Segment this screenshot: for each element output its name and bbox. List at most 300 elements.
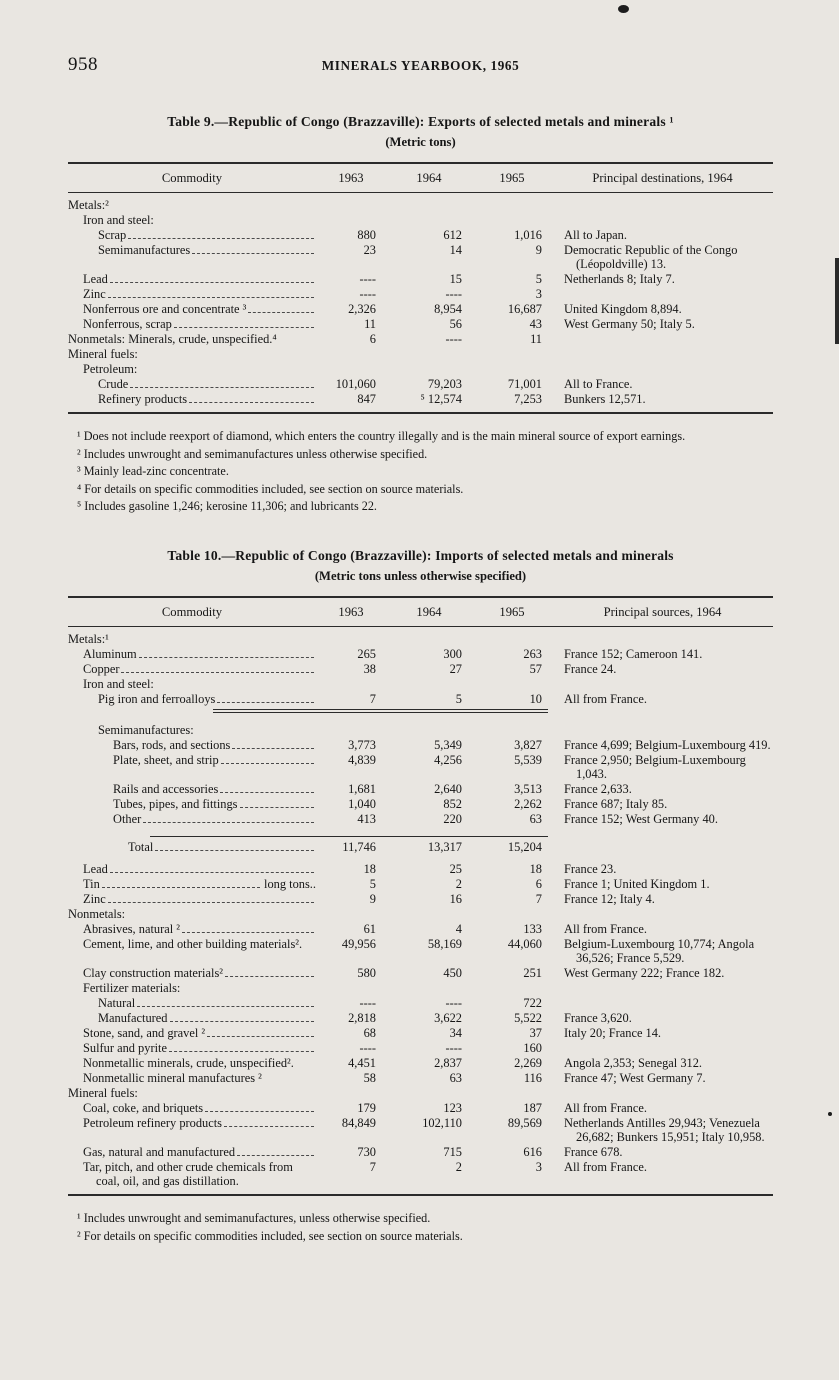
commodity-label: Nonmetallic mineral manufactures ² xyxy=(83,1071,262,1085)
value-1965: 5 xyxy=(535,272,542,286)
table9-unit-note: (Metric tons) xyxy=(385,135,456,149)
table-row xyxy=(68,981,773,996)
detail-cell: France 152; Cameroon 141. xyxy=(564,647,703,661)
leader-line xyxy=(108,862,316,876)
value-1963: 847 xyxy=(357,392,376,406)
value-1964: 15 xyxy=(449,272,462,286)
detail-cell: France 2,633. xyxy=(564,782,632,796)
table9-section xyxy=(68,114,773,514)
value-1963: 9 xyxy=(369,892,376,906)
leader-line xyxy=(215,692,316,706)
commodity-label: Aluminum xyxy=(83,647,137,661)
value-1964: 4 xyxy=(455,922,462,936)
table-row xyxy=(68,1011,773,1026)
footnote-marker: ⁴ xyxy=(77,481,85,496)
detail-cell: France 1; United Kingdom 1. xyxy=(564,877,710,891)
commodity-label: Gas, natural and manufactured xyxy=(83,1145,236,1159)
value-1963: 4,839 xyxy=(348,753,376,767)
detail-cell: France 687; Italy 85. xyxy=(564,797,668,811)
detail-cell: All to Japan. xyxy=(564,228,627,242)
scan-artifact xyxy=(828,1112,832,1116)
value-1965: 251 xyxy=(523,966,542,980)
leader-line xyxy=(135,996,316,1010)
leader-line xyxy=(222,1116,316,1130)
value-1963: 61 xyxy=(363,922,376,936)
table10 xyxy=(68,596,773,1196)
value-1963: 1,681 xyxy=(348,782,376,796)
column-header-commodity: Commodity xyxy=(68,163,316,193)
scan-artifact xyxy=(835,258,839,344)
leader-line xyxy=(246,302,316,316)
value-1965: 616 xyxy=(523,1145,542,1159)
commodity-label: Metals:¹ xyxy=(68,632,109,646)
leader-line xyxy=(100,877,262,891)
value-1965: 722 xyxy=(523,996,542,1010)
leader-line xyxy=(172,317,316,331)
detail-cell: France 152; West Germany 40. xyxy=(564,812,718,826)
value-1963: 68 xyxy=(363,1026,376,1040)
table-row xyxy=(68,782,773,797)
commodity-label: Mineral fuels: xyxy=(68,347,138,361)
table-row xyxy=(68,892,773,907)
table-row xyxy=(68,1041,773,1056)
commodity-label: Iron and steel: xyxy=(83,213,154,227)
value-1964: 25 xyxy=(449,862,462,876)
commodity-label: Semimanufactures: xyxy=(98,723,194,737)
value-1963: 7 xyxy=(369,692,376,706)
commodity-label: Nonmetals: xyxy=(68,907,126,921)
column-header-1964: 1964 xyxy=(386,597,472,627)
value-1965 xyxy=(472,907,552,922)
leader-line xyxy=(137,647,316,661)
value-1964: 16 xyxy=(449,892,462,906)
value-1963: 49,956 xyxy=(341,937,376,951)
detail-cell: Italy 20; France 14. xyxy=(564,1026,662,1040)
table-row xyxy=(68,677,773,692)
table-spacer-row xyxy=(68,855,773,862)
value-1965 xyxy=(472,677,552,692)
value-1964: 300 xyxy=(443,647,462,661)
value-1964 xyxy=(386,907,472,922)
table10-footnotes xyxy=(68,1211,773,1244)
table-row xyxy=(68,1101,773,1116)
value-1965 xyxy=(472,347,552,362)
footnote: ⁵ Includes gasoline 1,246; kerosine 11,306; and lubricants 22. xyxy=(77,499,377,513)
commodity-label: Natural xyxy=(98,996,136,1010)
detail-cell: France 23. xyxy=(564,862,617,876)
table-row xyxy=(68,302,773,317)
value-1964: 612 xyxy=(443,228,462,242)
value-1965: 5,522 xyxy=(514,1011,542,1025)
single-rule xyxy=(150,836,548,837)
table-row xyxy=(68,937,773,966)
footnote-marker: ¹ xyxy=(77,429,84,443)
double-rule-row xyxy=(68,707,773,716)
value-1964: 3,622 xyxy=(434,1011,462,1025)
value-1963 xyxy=(316,907,386,922)
leader-line xyxy=(153,840,316,854)
table-row xyxy=(68,317,773,332)
value-1965: 3 xyxy=(535,1160,542,1174)
detail-cell xyxy=(552,840,773,855)
table-row xyxy=(68,1056,773,1071)
leader-line xyxy=(106,287,316,301)
detail-cell: France 3,620. xyxy=(564,1011,632,1025)
table-row xyxy=(68,347,773,362)
value-1963 xyxy=(316,1086,386,1101)
value-1964: 123 xyxy=(443,1101,462,1115)
value-1965: 63 xyxy=(529,812,542,826)
detail-cell: West Germany 50; Italy 5. xyxy=(564,317,695,331)
value-1963: ---- xyxy=(359,1041,376,1055)
commodity-label: Fertilizer materials: xyxy=(83,981,181,995)
commodity-label: Petroleum: xyxy=(83,362,138,376)
commodity-label: Tar, pitch, and other crude chemicals from coal, oil, and gas distillation. xyxy=(83,1160,293,1188)
value-1965: 7 xyxy=(535,892,542,906)
detail-cell xyxy=(552,996,773,1011)
value-1963 xyxy=(316,677,386,692)
commodity-label: Iron and steel: xyxy=(83,677,154,691)
leader-line xyxy=(205,1026,316,1040)
table-row xyxy=(68,862,773,877)
table-row xyxy=(68,1160,773,1195)
value-1965: 7,253 xyxy=(514,392,542,406)
footnote: ¹ Does not include reexport of diamond, which enters the country illegally and is the main mineral source of export earnings. xyxy=(77,429,686,443)
value-1963 xyxy=(316,981,386,996)
footnote: ³ Mainly lead-zinc concentrate. xyxy=(77,464,229,478)
commodity-label: Sulfur and pyrite xyxy=(83,1041,167,1055)
value-1963: 1,040 xyxy=(348,797,376,811)
value-1964: 2,837 xyxy=(434,1056,462,1070)
leader-line xyxy=(167,1041,316,1055)
footnote: ¹ Includes unwrought and semimanufactures, unless otherwise specified. xyxy=(77,1211,431,1225)
commodity-label: Clay construction materials² xyxy=(83,966,223,980)
value-1964 xyxy=(386,347,472,362)
value-1965: 3,513 xyxy=(514,782,542,796)
value-1964 xyxy=(386,677,472,692)
table-row xyxy=(68,840,773,855)
value-1964: ---- xyxy=(445,996,462,1010)
detail-cell: West Germany 222; France 182. xyxy=(564,966,725,980)
value-1964: 56 xyxy=(449,317,462,331)
table-row xyxy=(68,1116,773,1145)
table10-header-row xyxy=(68,597,773,627)
leader-line xyxy=(168,1011,317,1025)
value-1963: 11,746 xyxy=(342,840,376,854)
value-1963: 880 xyxy=(357,228,376,242)
value-1963: 4,451 xyxy=(348,1056,376,1070)
detail-cell: France 24. xyxy=(564,662,617,676)
detail-cell xyxy=(552,677,773,692)
commodity-label: Metals:² xyxy=(68,198,109,212)
commodity-label: Cement, lime, and other building materials². xyxy=(83,937,303,951)
commodity-label: Lead xyxy=(83,862,108,876)
value-1963: ---- xyxy=(359,272,376,286)
table-row xyxy=(68,332,773,347)
commodity-label: Pig iron and ferroalloys xyxy=(98,692,216,706)
value-1963 xyxy=(316,627,386,648)
table10-title: Table 10.—Republic of Congo (Brazzaville): Imports of selected metals and minerals xyxy=(167,548,674,563)
value-1963: 3,773 xyxy=(348,738,376,752)
detail-cell: France 47; West Germany 7. xyxy=(564,1071,706,1085)
value-1963: 6 xyxy=(369,332,376,346)
detail-cell: France 12; Italy 4. xyxy=(564,892,655,906)
detail-cell xyxy=(552,332,773,347)
commodity-label: Nonmetallic minerals, crude, unspecified². xyxy=(83,1056,294,1070)
value-1965 xyxy=(472,627,552,648)
commodity-label: Total xyxy=(128,840,154,854)
table-row xyxy=(68,996,773,1011)
table-spacer-row xyxy=(68,716,773,723)
commodity-label: Tubes, pipes, and fittings xyxy=(113,797,238,811)
value-1965: 116 xyxy=(523,1071,542,1085)
value-1963: 179 xyxy=(357,1101,376,1115)
detail-cell: All to France. xyxy=(564,377,633,391)
value-1964: 34 xyxy=(449,1026,462,1040)
detail-cell: France 2,950; Belgium-Luxembourg 1,043. xyxy=(564,753,746,781)
column-header-1964: 1964 xyxy=(386,163,472,193)
commodity-label: Zinc xyxy=(83,287,106,301)
detail-cell: France 4,699; Belgium-Luxembourg 419. xyxy=(564,738,771,752)
detail-cell: All from France. xyxy=(564,922,647,936)
value-1965 xyxy=(472,1086,552,1101)
table-row xyxy=(68,812,773,827)
table10-section xyxy=(68,548,773,1244)
value-1965: 2,269 xyxy=(514,1056,542,1070)
table9-footnotes xyxy=(68,429,773,514)
leader-line xyxy=(230,738,316,752)
table-row xyxy=(68,692,773,707)
commodity-label: Nonferrous ore and concentrate ³ xyxy=(83,302,247,316)
value-1963: 2,818 xyxy=(348,1011,376,1025)
value-1965: 5,539 xyxy=(514,753,542,767)
value-1964 xyxy=(386,1086,472,1101)
detail-cell xyxy=(552,1086,773,1101)
value-1964: ---- xyxy=(445,287,462,301)
commodity-label: Crude xyxy=(98,377,129,391)
detail-cell: All from France. xyxy=(564,692,647,706)
value-1965: 43 xyxy=(529,317,542,331)
table-row xyxy=(68,243,773,272)
table-row xyxy=(68,1071,773,1086)
leader-line xyxy=(219,753,316,767)
value-1963: 2,326 xyxy=(348,302,376,316)
table9-title: Table 9.—Republic of Congo (Brazzaville): Exports of selected metals and minerals ¹ xyxy=(167,114,674,129)
value-1963: 38 xyxy=(363,662,376,676)
commodity-label: Refinery products xyxy=(98,392,188,406)
value-1964: 102,110 xyxy=(422,1116,462,1130)
value-1965 xyxy=(472,362,552,377)
value-1963: 84,849 xyxy=(341,1116,376,1130)
commodity-label: Nonmetals: Minerals, crude, unspecified.⁴ xyxy=(68,332,277,346)
detail-cell: All from France. xyxy=(564,1101,647,1115)
value-1965 xyxy=(472,723,552,738)
detail-cell xyxy=(552,193,773,214)
leader-line xyxy=(235,1145,316,1159)
value-1964: 58,169 xyxy=(427,937,462,951)
leader-line xyxy=(238,797,317,811)
detail-cell xyxy=(552,907,773,922)
value-1964: 79,203 xyxy=(427,377,462,391)
value-1964: 14 xyxy=(449,243,462,257)
value-1964 xyxy=(386,723,472,738)
detail-cell: United Kingdom 8,894. xyxy=(564,302,682,316)
table-row xyxy=(68,193,773,214)
detail-cell: All from France. xyxy=(564,1160,647,1174)
unit-label: long tons.. xyxy=(264,877,316,891)
leader-line xyxy=(108,272,316,286)
value-1963: 7 xyxy=(369,1160,376,1174)
value-1964: ---- xyxy=(445,332,462,346)
value-1964: 5,349 xyxy=(434,738,462,752)
column-header-1965: 1965 xyxy=(472,163,552,193)
detail-cell xyxy=(552,981,773,996)
value-1965: 160 xyxy=(523,1041,542,1055)
value-1963: 101,060 xyxy=(335,377,376,391)
leader-line xyxy=(187,392,316,406)
table-row xyxy=(68,377,773,392)
table-row xyxy=(68,797,773,812)
commodity-label: Coal, coke, and briquets xyxy=(83,1101,204,1115)
value-1965: 6 xyxy=(535,877,542,891)
detail-cell xyxy=(552,1041,773,1056)
table-row xyxy=(68,228,773,243)
commodity-label: Tin xyxy=(83,877,100,891)
value-1964: 852 xyxy=(443,797,462,811)
leader-line xyxy=(218,782,316,796)
value-1965: 1,016 xyxy=(514,228,542,242)
commodity-label: Other xyxy=(113,812,142,826)
value-1964 xyxy=(386,627,472,648)
value-1963: 11 xyxy=(364,317,376,331)
value-1965: 44,060 xyxy=(507,937,542,951)
commodity-label: Mineral fuels: xyxy=(68,1086,138,1100)
detail-cell: Democratic Republic of the Congo (Léopoldville) 13. xyxy=(564,243,738,271)
table-row xyxy=(68,213,773,228)
table-row xyxy=(68,907,773,922)
double-rule xyxy=(213,709,548,713)
table-row xyxy=(68,647,773,662)
commodity-label: Stone, sand, and gravel ² xyxy=(83,1026,206,1040)
leader-line xyxy=(223,966,316,980)
value-1963: 23 xyxy=(363,243,376,257)
value-1965: 9 xyxy=(535,243,542,257)
leader-line xyxy=(106,892,316,906)
value-1964: 5 xyxy=(455,692,462,706)
value-1963: 265 xyxy=(357,647,376,661)
footnote-marker: ³ xyxy=(77,464,84,478)
value-1964: ⁵ 12,574 xyxy=(420,392,462,406)
table-row xyxy=(68,966,773,981)
detail-cell: Bunkers 12,571. xyxy=(564,392,646,406)
detail-cell: France 678. xyxy=(564,1145,623,1159)
value-1965 xyxy=(472,213,552,228)
table-row xyxy=(68,723,773,738)
table-row xyxy=(68,362,773,377)
commodity-label: Copper xyxy=(83,662,120,676)
table-row xyxy=(68,753,773,782)
value-1963: ---- xyxy=(359,996,376,1010)
footnote: ² For details on specific commodities included, see section on source materials. xyxy=(77,1228,463,1243)
value-1965: 133 xyxy=(523,922,542,936)
leader-line xyxy=(190,243,316,257)
leader-line xyxy=(203,1101,316,1115)
commodity-label: Petroleum refinery products xyxy=(83,1116,223,1130)
value-1965 xyxy=(472,981,552,996)
value-1965: 57 xyxy=(529,662,542,676)
table-row xyxy=(68,877,773,892)
detail-cell: Netherlands 8; Italy 7. xyxy=(564,272,675,286)
commodity-label: Zinc xyxy=(83,892,106,906)
value-1964: 2 xyxy=(455,1160,462,1174)
commodity-label: Semimanufactures xyxy=(98,243,191,257)
value-1964: 13,317 xyxy=(427,840,462,854)
column-header-1963: 1963 xyxy=(316,163,386,193)
running-head: MINERALS YEARBOOK, 1965 xyxy=(321,58,520,73)
table-row xyxy=(68,662,773,677)
value-1965: 18 xyxy=(529,862,542,876)
value-1964: 450 xyxy=(443,966,462,980)
value-1963: 730 xyxy=(357,1145,376,1159)
value-1963: 58 xyxy=(363,1071,376,1085)
commodity-label: Abrasives, natural ² xyxy=(83,922,180,936)
leader-line xyxy=(126,228,316,242)
table-row xyxy=(68,922,773,937)
value-1964: 4,256 xyxy=(434,753,462,767)
value-1963 xyxy=(316,362,386,377)
value-1963: ---- xyxy=(359,287,376,301)
table-row xyxy=(68,272,773,287)
value-1963 xyxy=(316,213,386,228)
scan-artifact xyxy=(618,5,629,13)
value-1964: 2,640 xyxy=(434,782,462,796)
value-1963: 580 xyxy=(357,966,376,980)
commodity-label: Plate, sheet, and strip xyxy=(113,753,219,767)
value-1964: 220 xyxy=(443,812,462,826)
value-1965: 71,001 xyxy=(507,377,542,391)
detail-cell xyxy=(552,287,773,302)
value-1965: 3,827 xyxy=(514,738,542,752)
column-header-destinations: Principal destinations, 1964 xyxy=(552,163,773,193)
value-1964 xyxy=(386,213,472,228)
footnote-marker: ¹ xyxy=(77,1211,84,1225)
commodity-label: Lead xyxy=(83,272,108,286)
detail-cell xyxy=(552,213,773,228)
table10-head xyxy=(68,597,773,627)
value-1963 xyxy=(316,193,386,214)
value-1965: 11 xyxy=(530,332,542,346)
value-1965: 37 xyxy=(529,1026,542,1040)
value-1965: 3 xyxy=(535,287,542,301)
value-1964: 715 xyxy=(443,1145,462,1159)
value-1964 xyxy=(386,193,472,214)
value-1965: 89,569 xyxy=(507,1116,542,1130)
table-row xyxy=(68,392,773,413)
page-number: 958 xyxy=(68,54,98,75)
table-row xyxy=(68,1026,773,1041)
value-1963 xyxy=(316,723,386,738)
footnote: ⁴ For details on specific commodities included, see section on source materials. xyxy=(77,481,464,496)
commodity-label: Nonferrous, scrap xyxy=(83,317,172,331)
detail-cell: Belgium-Luxembourg 10,774; Angola 36,526; France 5,529. xyxy=(564,937,755,965)
table-row xyxy=(68,1086,773,1101)
detail-cell: Angola 2,353; Senegal 312. xyxy=(564,1056,702,1070)
table-row xyxy=(68,287,773,302)
detail-cell xyxy=(552,627,773,648)
value-1964: 27 xyxy=(449,662,462,676)
value-1965: 263 xyxy=(523,647,542,661)
leader-line xyxy=(119,662,316,676)
